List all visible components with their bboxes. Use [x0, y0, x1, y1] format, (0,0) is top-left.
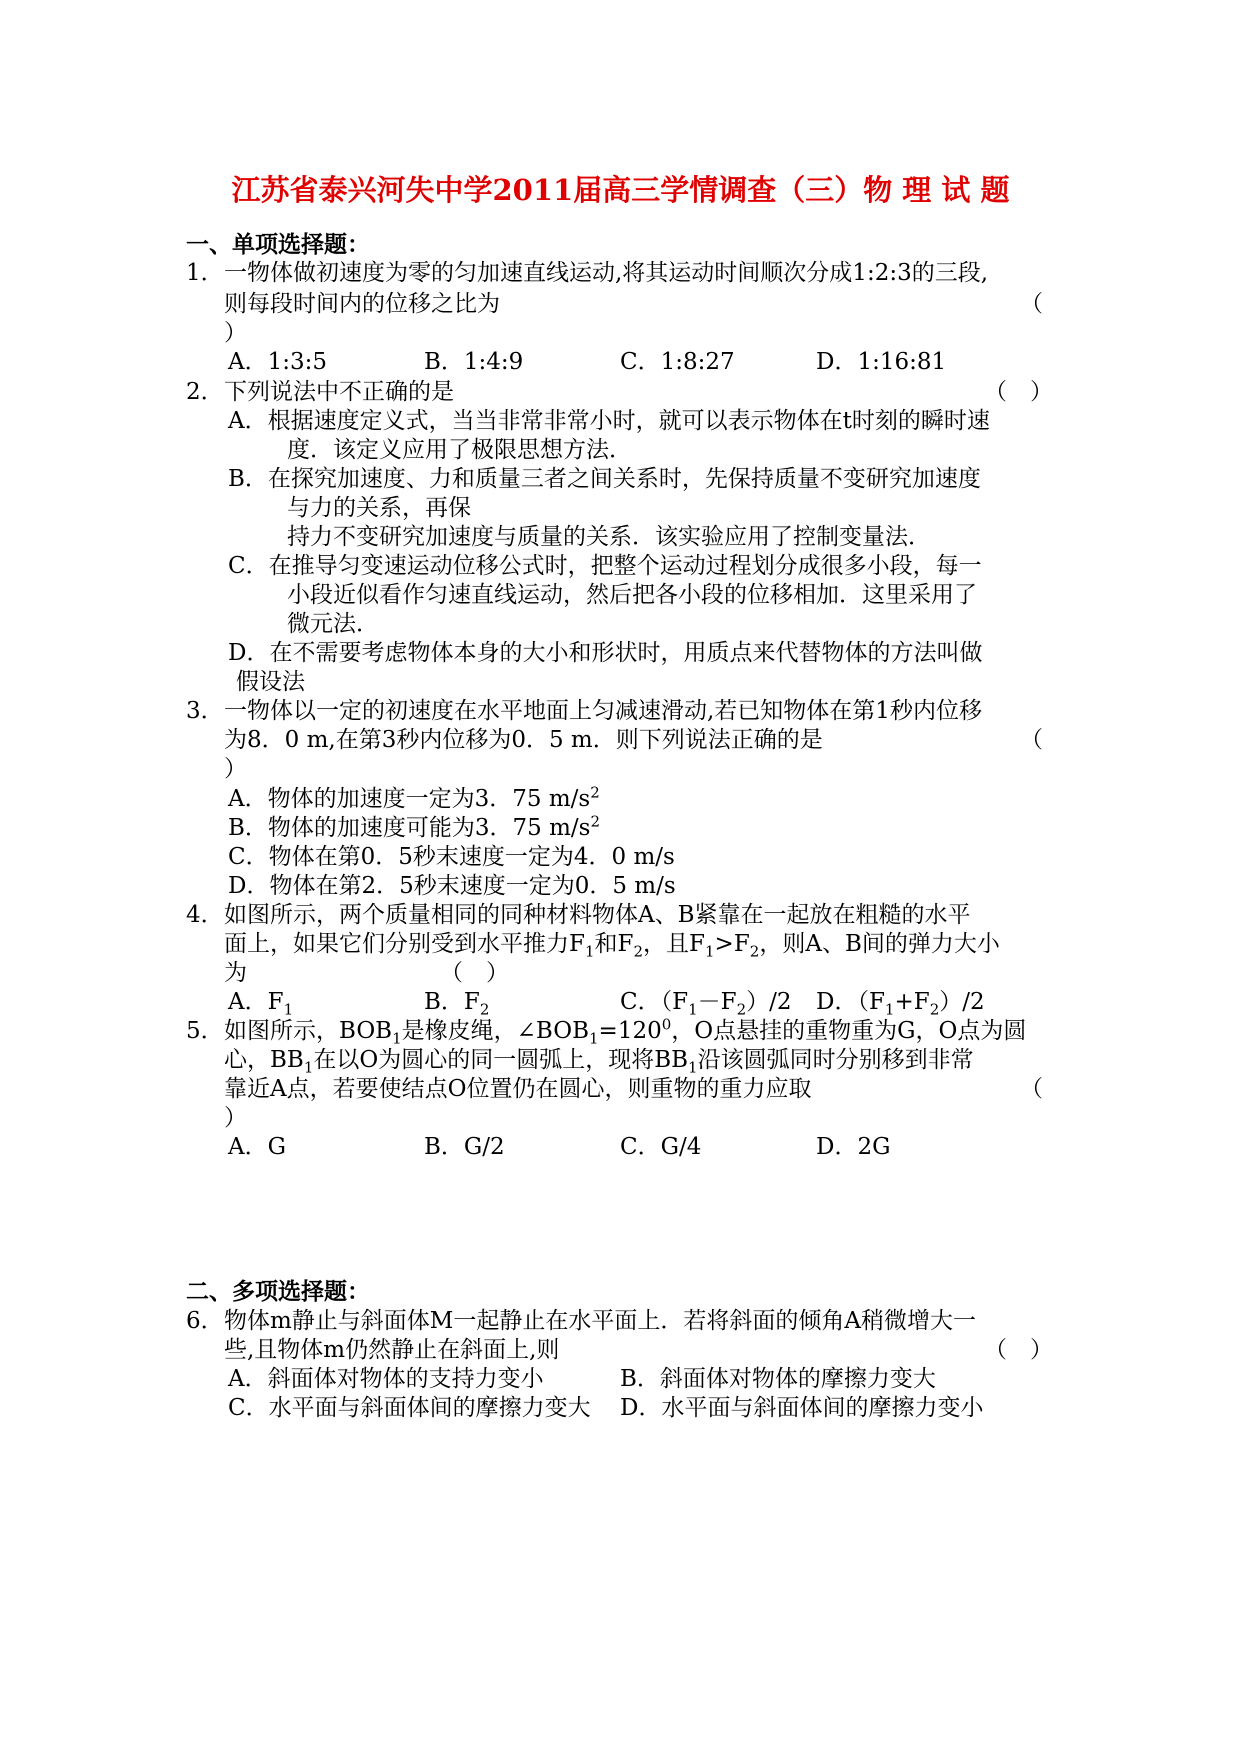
option-text: ）/2 [939, 989, 985, 1015]
subscript: 1 [688, 1058, 698, 1077]
subscript: 1 [392, 1029, 402, 1048]
option-a-line2: 度．该定义应用了极限思想方法． [287, 437, 632, 463]
answer-bracket-close: ） [224, 320, 247, 346]
option-text: －F [697, 989, 737, 1015]
superscript: 0 [661, 1015, 672, 1034]
option-b: B．G/2 [424, 1134, 505, 1160]
option-text: C．（F [620, 989, 689, 1015]
option-b-line1: B．在探究加速度、力和质量三者之间关系时，先保持质量不变研究加速度 [228, 466, 981, 492]
question-number-6: 6． [186, 1308, 224, 1334]
answer-bracket-open: （ [1020, 291, 1043, 317]
answer-bracket: （ ） [440, 960, 509, 986]
text-fragment: 在以O为圆心的同一圆弧上，现将BB [313, 1047, 689, 1073]
question-4-text-line3: 为 [224, 960, 247, 986]
subscript: 1 [584, 942, 595, 961]
option-a: A．斜面体对物体的支持力变小 [228, 1366, 544, 1392]
text-fragment: 心，BB [224, 1047, 304, 1073]
option-text: B．F [424, 989, 480, 1015]
text-fragment: ，且F [643, 931, 705, 957]
answer-bracket-open: （ [1020, 1076, 1043, 1102]
answer-bracket-close: ） [224, 1105, 247, 1131]
option-c-line3: 微元法． [287, 611, 379, 637]
answer-bracket: （ ） [984, 379, 1053, 405]
question-2-stem: 下列说法中不正确的是 [224, 379, 454, 405]
option-text: D．（F [816, 989, 885, 1015]
text-fragment: 沿该圆弧同时分别移到非常 [697, 1047, 974, 1073]
subscript: 1 [303, 1058, 314, 1077]
question-number-4: 4． [186, 902, 224, 928]
option-text: +F [894, 989, 930, 1015]
subscript: 1 [705, 942, 715, 961]
option-a-line1: A．根据速度定义式，当当非常非常小时，就可以表示物体在t时刻的瞬时速 [228, 408, 990, 434]
question-3-text-line1: 一物体以一定的初速度在水平地面上匀减速滑动,若已知物体在第1秒内位移 [224, 698, 982, 724]
option-text: A．F [228, 989, 284, 1015]
text-fragment: 面上，如果它们分别受到水平推力F [224, 931, 585, 957]
option-b-text: B．物体的加速度可能为3．75 m/s [228, 815, 591, 841]
option-d-line2: 假设法 [236, 669, 305, 695]
answer-bracket-close: ） [224, 756, 247, 782]
question-number-5: 5． [186, 1018, 224, 1044]
text-fragment: 如图所示，BOB [224, 1018, 393, 1044]
text-fragment: 是橡皮绳，∠BOB [401, 1018, 589, 1044]
subscript: 2 [479, 1000, 490, 1019]
subscript: 2 [633, 942, 644, 961]
option-c-line2: 小段近似看作匀速直线运动，然后把各小段的位移相加．这里采用了 [287, 582, 977, 608]
option-a-text: A．物体的加速度一定为3．75 m/s [228, 786, 591, 812]
option-a: A．1:3:5 [228, 349, 328, 375]
text-fragment: =120 [598, 1018, 662, 1044]
text-fragment: >F [714, 931, 750, 957]
option-c: C．G/4 [620, 1134, 702, 1160]
text-fragment: ，O点悬挂的重物重为G，O点为圆 [671, 1018, 1027, 1044]
question-1-text-line2: 则每段时间内的位移之比为 [224, 291, 500, 317]
section-heading-multiple-choice: 二、多项选择题： [186, 1278, 370, 1305]
option-c: C．物体在第0．5秒末速度一定为4．0 m/s [228, 844, 675, 870]
option-a: A．G [228, 1134, 286, 1160]
option-b: B．斜面体对物体的摩擦力变大 [620, 1366, 936, 1392]
text-fragment: ，则A、B间的弹力大小 [759, 931, 1000, 957]
option-b: B．1:4:9 [424, 349, 524, 375]
question-number-1: 1． [186, 260, 224, 286]
question-number-3: 3． [186, 698, 224, 724]
option-d: D．1:16:81 [816, 349, 947, 375]
option-b-line3: 持力不变研究加速度与质量的关系．该实验应用了控制变量法． [287, 524, 931, 550]
question-1-text-line1: 一物体做初速度为零的匀加速直线运动,将其运动时间顺次分成1:2:3的三段, [224, 260, 989, 286]
option-c: C．1:8:27 [620, 349, 735, 375]
option-d: D．水平面与斜面体间的摩擦力变小 [620, 1395, 984, 1421]
option-b-line2: 与力的关系，再保 [287, 495, 471, 521]
superscript: 2 [590, 783, 600, 802]
subscript: 1 [688, 1000, 698, 1019]
option-d-line1: D．在不需要考虑物体本身的大小和形状时，用质点来代替物体的方法叫做 [228, 640, 983, 666]
option-d: D．2G [816, 1134, 891, 1160]
subscript: 2 [749, 942, 760, 961]
subscript: 2 [929, 1000, 940, 1019]
option-text: ）/2 [746, 989, 792, 1015]
page-title: 江苏省泰兴河失中学2011届高三学情调查（三）物 理 试 题 [231, 173, 1010, 207]
option-c-line1: C．在推导匀变速运动位移公式时，把整个运动过程划分成很多小段，每一 [228, 553, 982, 579]
question-4-text-line2 [224, 928, 1000, 961]
question-5-text-line3: 靠近A点，若要使结点O位置仍在圆心，则重物的重力应取 [224, 1076, 812, 1102]
text-fragment: 和F [594, 931, 634, 957]
question-number-2: 2． [186, 379, 224, 405]
subscript: 1 [884, 1000, 895, 1019]
answer-bracket-open: （ [1020, 727, 1043, 753]
subscript: 1 [589, 1029, 599, 1048]
answer-bracket: （ ） [984, 1337, 1053, 1363]
superscript: 2 [590, 812, 601, 831]
question-6-text-line2: 些,且物体m仍然静止在斜面上,则 [224, 1337, 560, 1363]
question-4-text-line1: 如图所示，两个质量相同的同种材料物体A、B紧靠在一起放在粗糙的水平 [224, 902, 971, 928]
question-6-text-line1: 物体m静止与斜面体M一起静止在水平面上．若将斜面的倾角A稍微增大一 [224, 1308, 976, 1334]
question-3-text-line2: 为8．0 m,在第3秒内位移为0．5 m．则下列说法正确的是 [224, 727, 823, 753]
subscript: 1 [283, 1000, 294, 1019]
option-d: D．物体在第2．5秒末速度一定为0．5 m/s [228, 873, 676, 899]
section-heading-single-choice: 一、单项选择题： [186, 231, 370, 258]
subscript: 2 [736, 1000, 747, 1019]
option-c: C．水平面与斜面体间的摩擦力变大 [228, 1395, 591, 1421]
